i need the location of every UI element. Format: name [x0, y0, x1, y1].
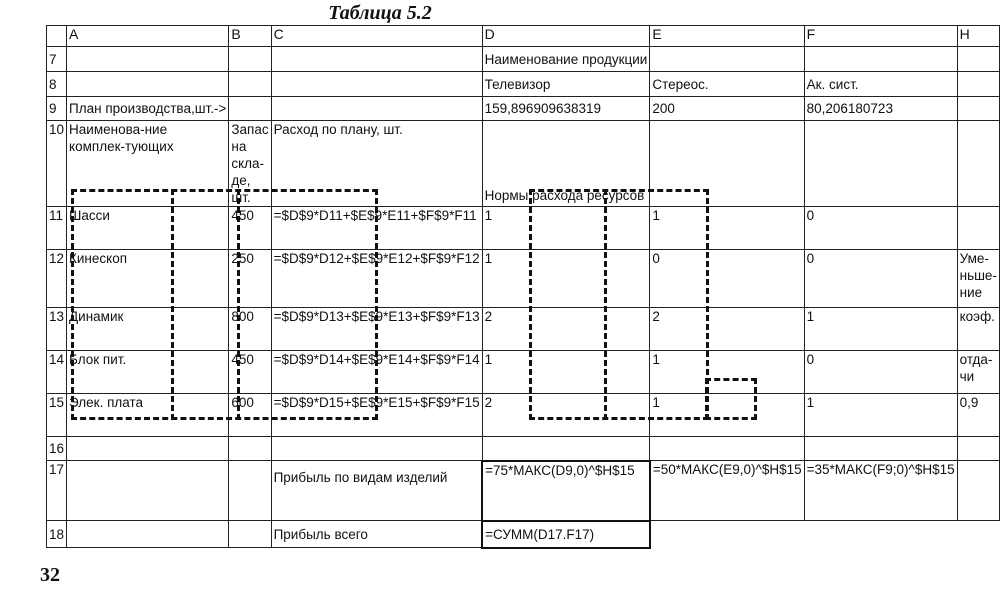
norm-speakers: 0 — [804, 250, 957, 308]
col-header-h: H — [957, 26, 999, 47]
stock-value: 250 — [229, 250, 271, 308]
row-number: 18 — [47, 521, 67, 548]
table-row — [47, 250, 1000, 308]
total-profit-label: Прибыль всего — [271, 521, 482, 548]
norm-stereo: 0 — [650, 250, 804, 308]
norm-tv: 1 — [482, 250, 650, 308]
plan-speakers-value: 80,206180723 — [804, 97, 957, 121]
stock-header: Запас на скла-де, шт. — [229, 121, 271, 207]
usage-formula: =$D$9*D11+$E$9*E11+$F$9*F11 — [271, 207, 482, 250]
norm-stereo: 1 — [650, 351, 804, 394]
norm-tv: 2 — [482, 308, 650, 351]
norm-tv: 1 — [482, 351, 650, 394]
table-caption: Таблица 5.2 — [328, 2, 432, 24]
row-number: 12 — [47, 250, 67, 308]
component-name: Блок пит. — [67, 351, 229, 394]
profit-tv-formula: =75*МАКС(D9,0)^$H$15 — [482, 461, 650, 521]
col-header-e: E — [650, 26, 804, 47]
col-header-d: D — [482, 26, 650, 47]
production-plan-label: План производства,шт.-> — [67, 97, 229, 121]
row-18 — [47, 521, 1000, 548]
product-names-header: Наименование продукции — [482, 47, 650, 72]
stock-value: 450 — [229, 351, 271, 394]
page-number: 32 — [40, 564, 60, 586]
norm-stereo: 2 — [650, 308, 804, 351]
profit-stereo-formula: =50*МАКС(E9,0)^$H$15 — [650, 461, 804, 521]
table-row — [47, 351, 1000, 394]
col-header-b: B — [229, 26, 271, 47]
note-cell: Уме-ньше-ние — [957, 250, 999, 308]
usage-formula: =$D$9*D14+$E$9*E14+$F$9*F14 — [271, 351, 482, 394]
column-header-row — [47, 26, 1000, 47]
profit-speakers-formula: =35*МАКС(F9;0)^$H$15 — [804, 461, 957, 521]
total-profit-formula: =СУММ(D17.F17) — [482, 521, 650, 548]
plan-stereo-value: 200 — [650, 97, 804, 121]
component-name: Шасси — [67, 207, 229, 250]
row-10 — [47, 121, 1000, 207]
note-cell — [957, 207, 999, 250]
product-stereo: Стереос. — [650, 72, 804, 97]
note-cell: коэф. — [957, 308, 999, 351]
norm-stereo: 1 — [650, 207, 804, 250]
col-header-f: F — [804, 26, 957, 47]
row-number: 17 — [47, 461, 67, 521]
norm-speakers: 0 — [804, 207, 957, 250]
usage-formula: =$D$9*D13+$E$9*E13+$F$9*F13 — [271, 308, 482, 351]
product-tv: Телевизор — [482, 72, 650, 97]
plan-tv-value: 159,896909638319 — [482, 97, 650, 121]
row-number: 11 — [47, 207, 67, 250]
norm-stereo: 1 — [650, 394, 804, 437]
row-number: 10 — [47, 121, 67, 207]
spreadsheet-table — [46, 25, 1000, 549]
planned-usage-header: Расход по плану, шт. — [271, 121, 482, 207]
norm-speakers: 0 — [804, 351, 957, 394]
row-number: 9 — [47, 97, 67, 121]
row-7 — [47, 47, 1000, 72]
norm-tv: 2 — [482, 394, 650, 437]
component-name: Элек. плата — [67, 394, 229, 437]
note-cell: отда-чи — [957, 351, 999, 394]
col-header-c: C — [271, 26, 482, 47]
row-number: 13 — [47, 308, 67, 351]
component-name: Кинескоп — [67, 250, 229, 308]
row-16 — [47, 437, 1000, 461]
components-header: Наименова-ние комплек-тующих — [67, 121, 229, 207]
norm-speakers: 1 — [804, 308, 957, 351]
table-row — [47, 207, 1000, 250]
table-row — [47, 308, 1000, 351]
row-number: 7 — [47, 47, 67, 72]
row-number: 14 — [47, 351, 67, 394]
usage-formula: =$D$9*D12+$E$9*E12+$F$9*F12 — [271, 250, 482, 308]
row-8 — [47, 72, 1000, 97]
product-speakers: Ак. сист. — [804, 72, 957, 97]
row-number: 16 — [47, 437, 67, 461]
stock-value: 450 — [229, 207, 271, 250]
norm-tv: 1 — [482, 207, 650, 250]
corner-cell — [47, 26, 67, 47]
profit-by-product-label: Прибыль по видам изделий — [271, 461, 482, 521]
row-9 — [47, 97, 1000, 121]
note-cell: 0,9 — [957, 394, 999, 437]
resource-norms-header: Нормы расхода ресурсов — [482, 121, 650, 207]
row-number: 15 — [47, 394, 67, 437]
table-row — [47, 394, 1000, 437]
usage-formula: =$D$9*D15+$E$9*E15+$F$9*F15 — [271, 394, 482, 437]
norm-speakers: 1 — [804, 394, 957, 437]
row-17 — [47, 461, 1000, 521]
stock-value: 800 — [229, 308, 271, 351]
col-header-a: A — [67, 26, 229, 47]
row-number: 8 — [47, 72, 67, 97]
stock-value: 600 — [229, 394, 271, 437]
component-name: Динамик — [67, 308, 229, 351]
